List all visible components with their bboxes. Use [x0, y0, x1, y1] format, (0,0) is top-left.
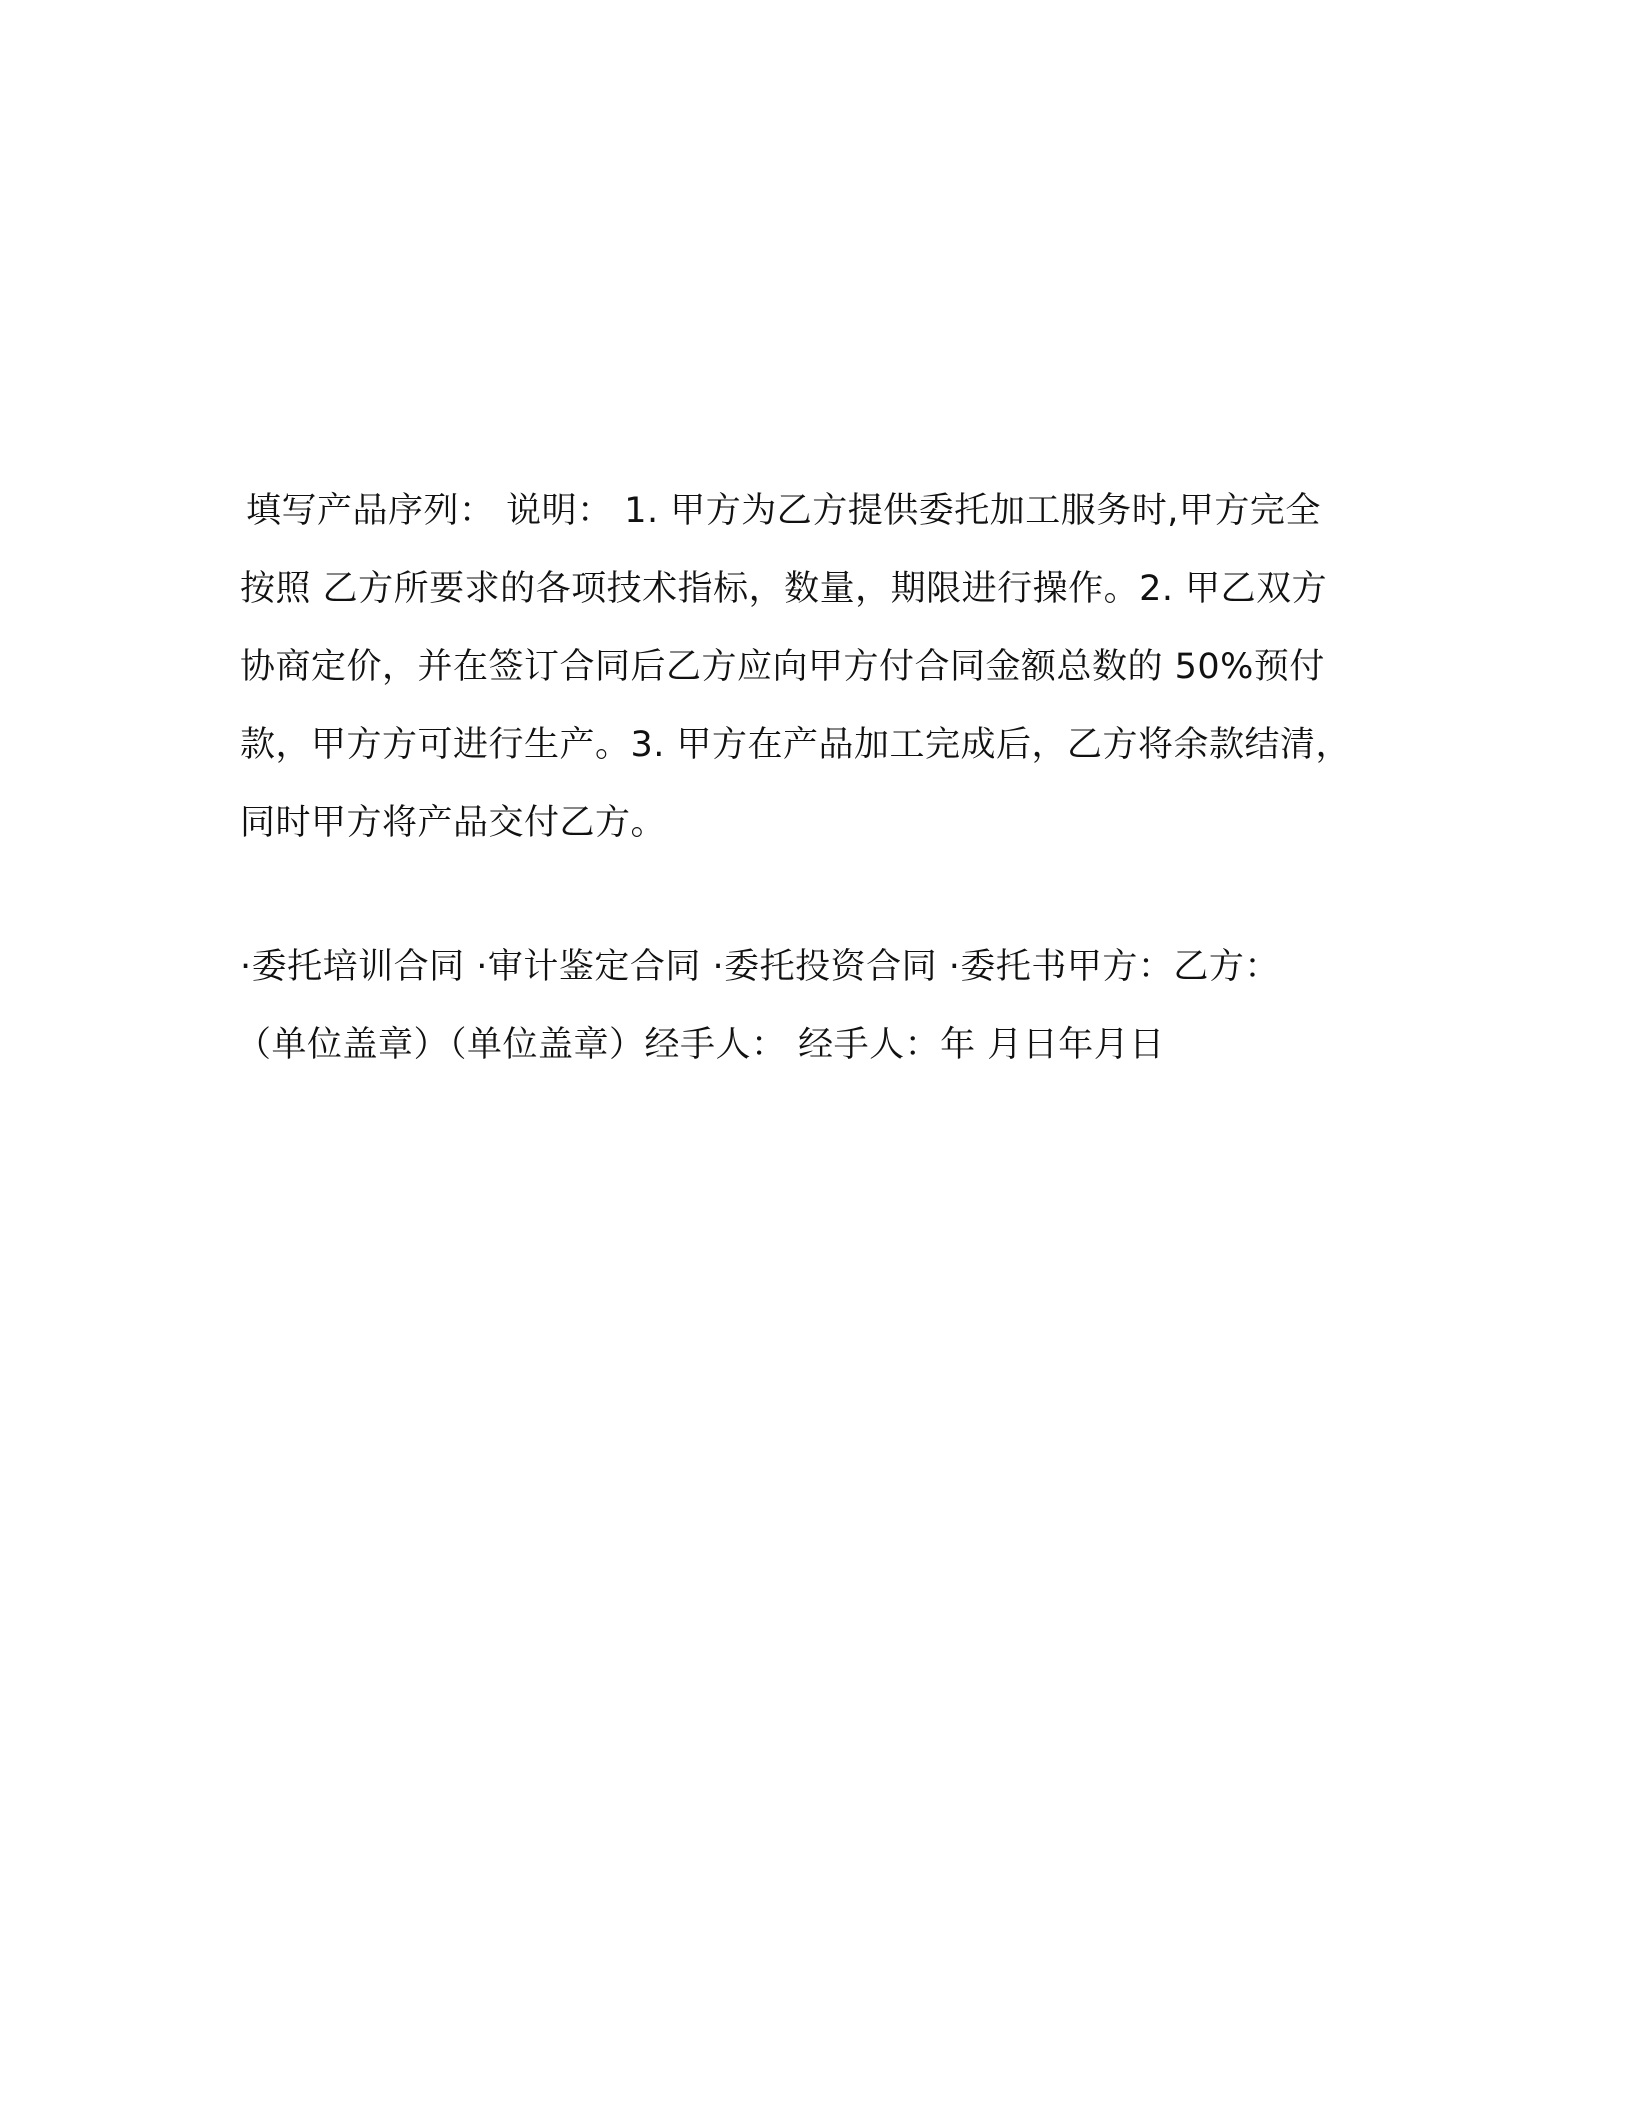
paragraph-1-line-4: 款，甲方方可进行生产。3. 甲方在产品加工完成后，乙方将余款结清，	[240, 725, 1352, 765]
paragraph-1-line-1: 填写产品序列： 说明： 1. 甲方为乙方提供委托加工服务时,甲方完全	[246, 491, 1321, 531]
paragraph-1-line-2: 按照 乙方所要求的各项技术指标，数量，期限进行操作。2. 甲乙双方	[240, 569, 1328, 609]
paragraph-2-line-2: （单位盖章）（单位盖章）经手人： 经手人：年 月日年月日	[236, 1025, 1165, 1065]
paragraph-2-line-1: ·委托培训合同 ·审计鉴定合同 ·委托投资合同 ·委托书甲方：乙方：	[240, 947, 1280, 987]
paragraph-1-line-3: 协商定价，并在签订合同后乙方应向甲方付合同金额总数的 50%预付	[240, 647, 1325, 687]
paragraph-1-line-5: 同时甲方将产品交付乙方。	[240, 803, 667, 843]
